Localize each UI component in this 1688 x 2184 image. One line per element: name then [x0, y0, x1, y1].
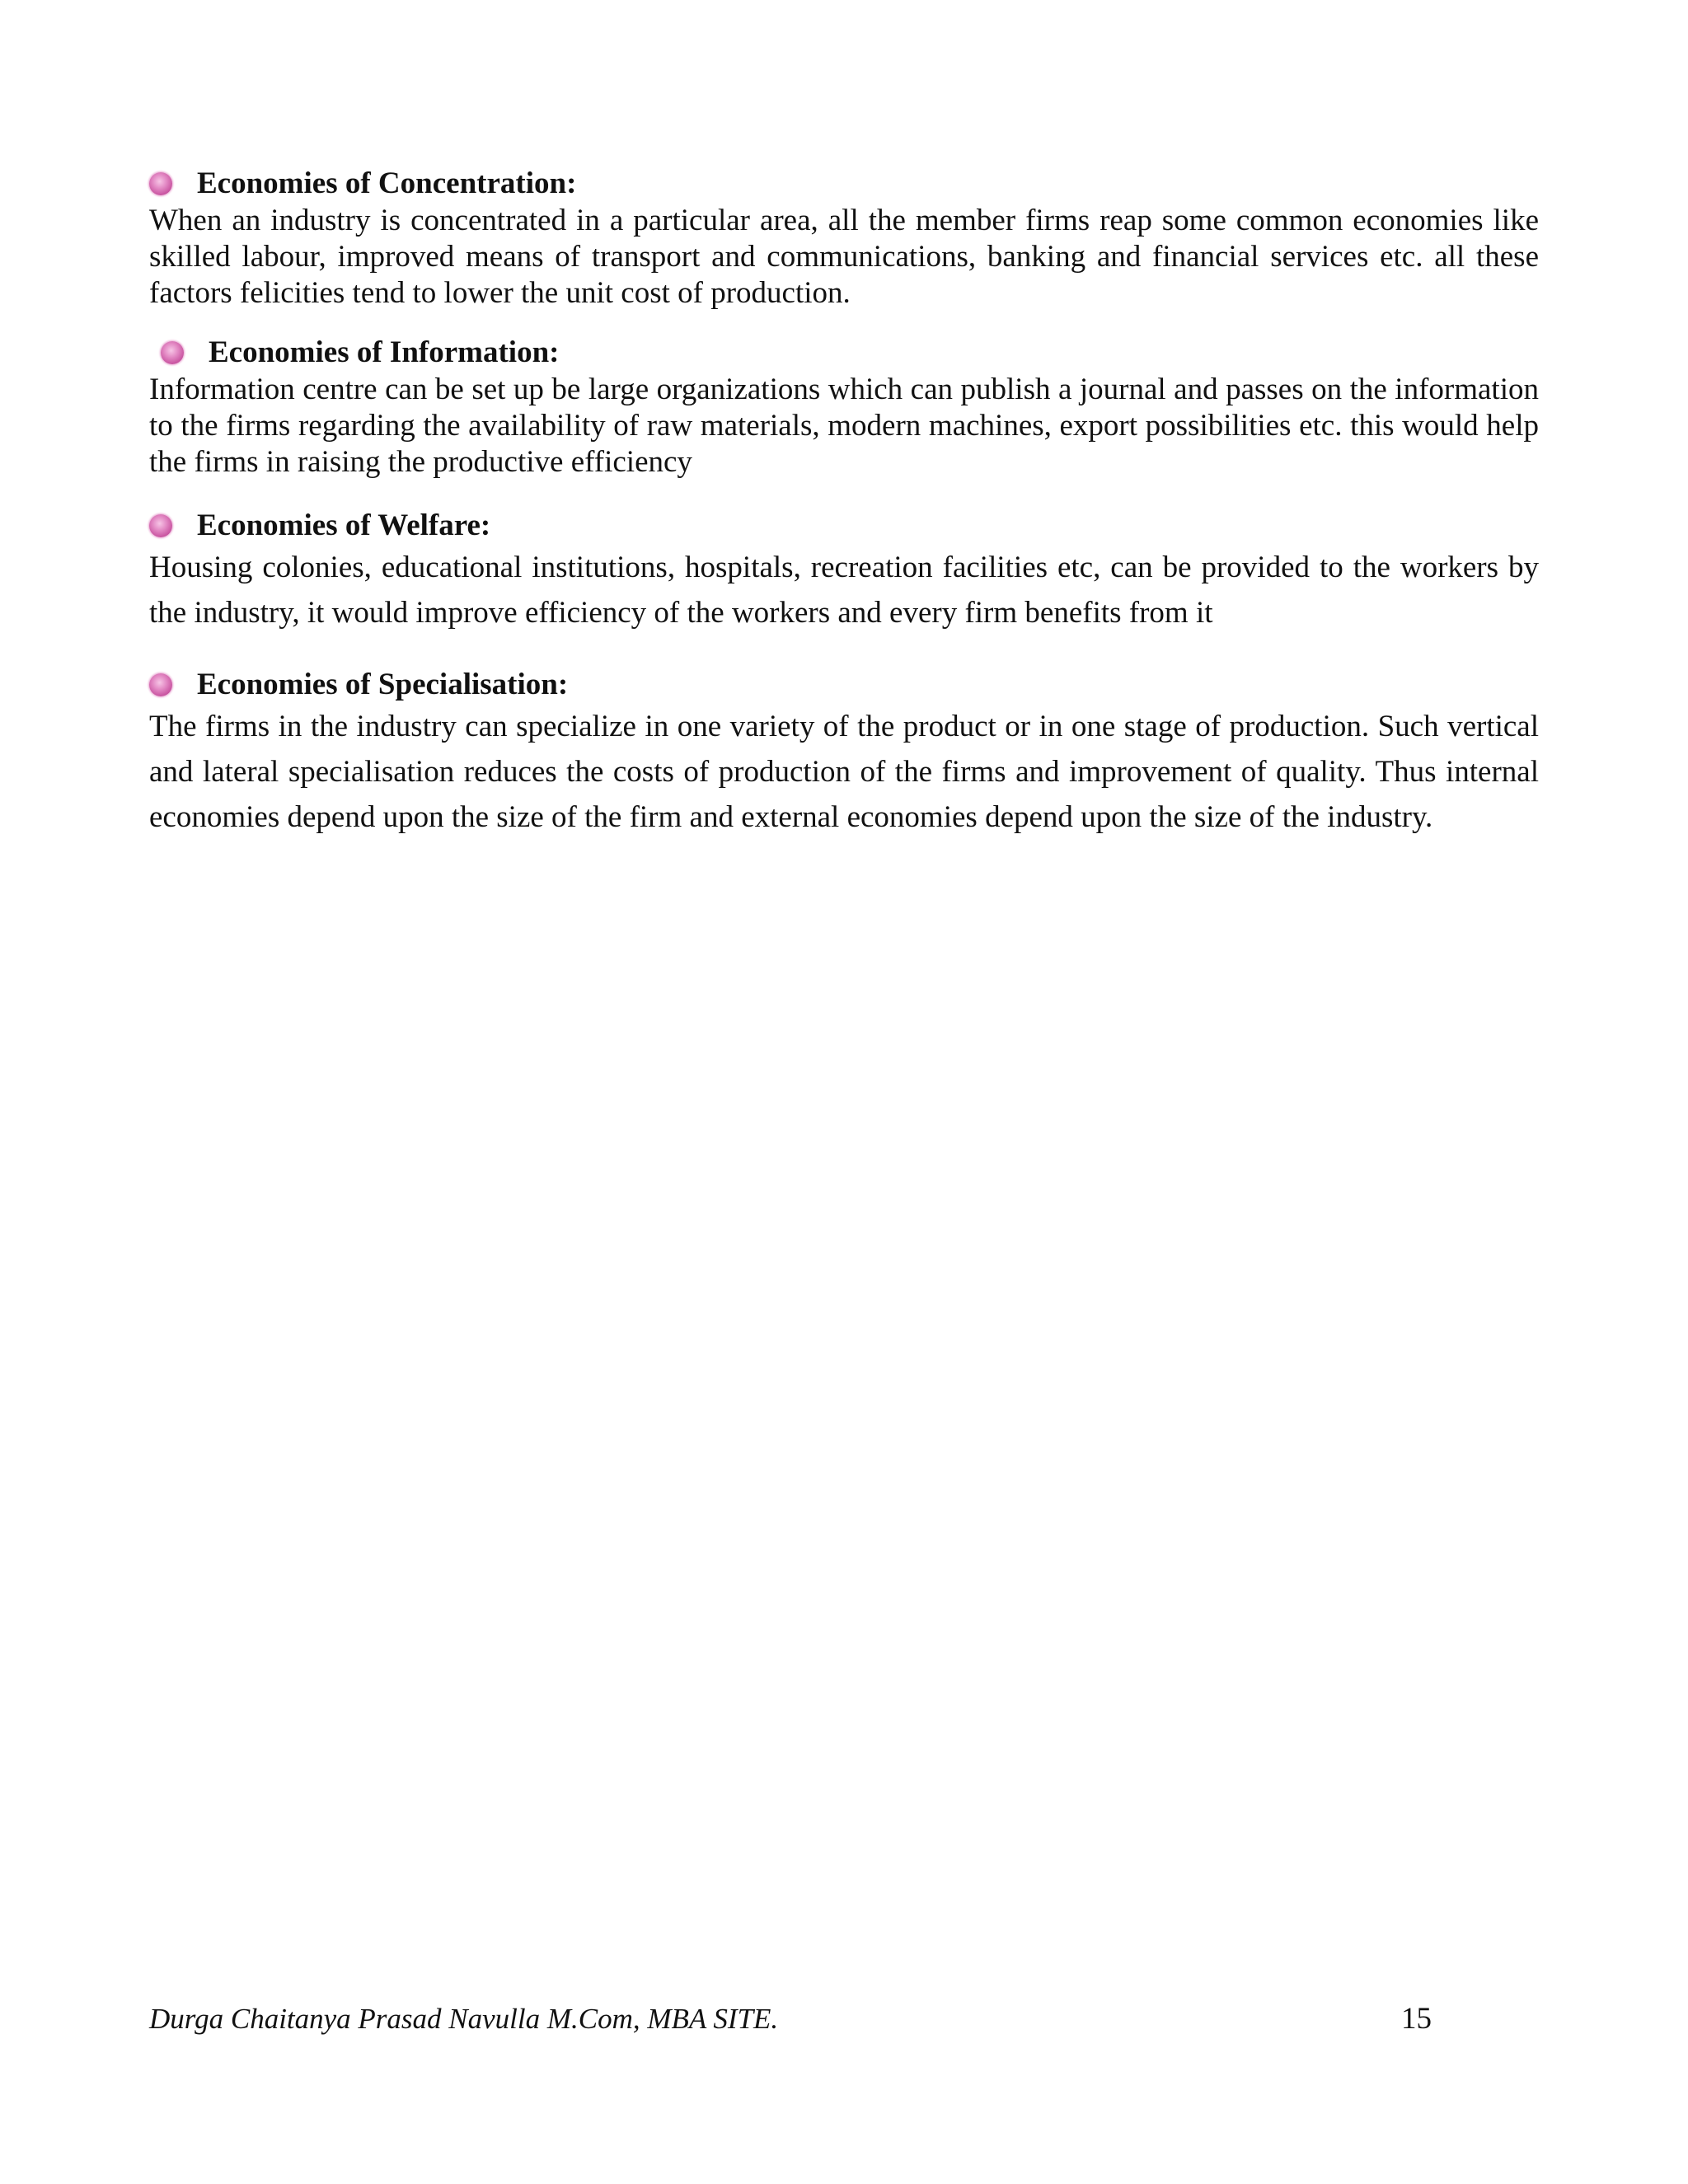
section-concentration [149, 165, 1539, 312]
section-heading [149, 334, 1539, 372]
section-paragraph: Information centre can be set up be large organizations which can publish a journal and passes on the information to the firms regarding the availability of raw materials, modern machines, export possibilities etc. this would help the firms in raising the productive efficiency [149, 373, 1539, 479]
heading-text: Economies of Information: [209, 335, 560, 369]
bullet-icon [161, 341, 184, 364]
bullet-icon [149, 673, 172, 696]
section-heading [149, 507, 1539, 545]
section-specialisation [149, 666, 1539, 840]
footer-author: Durga Chaitanya Prasad Navulla M.Com, MBA SITE. [149, 2003, 779, 2035]
section-heading [149, 666, 1539, 704]
section-welfare [149, 507, 1539, 635]
bullet-icon [149, 172, 172, 195]
section-heading [149, 165, 1539, 203]
section-paragraph: When an industry is concentrated in a particular area, all the member firms reap some common economies like skilled labour, improved means of transport and communications, banking and financial services etc. all these factors felicities tend to lower the unit cost of production. [149, 204, 1539, 310]
section-paragraph: Housing colonies, educational institutions, hospitals, recreation facilities etc, can be provided to the workers by the industry, it would improve efficiency of the workers and every firm benefits from it [149, 551, 1539, 630]
page-number: 15 [1401, 2002, 1432, 2036]
heading-text: Economies of Concentration: [197, 166, 577, 200]
heading-text: Economies of Welfare: [197, 509, 491, 542]
section-information [149, 334, 1539, 480]
heading-text: Economies of Specialisation: [197, 668, 569, 701]
section-paragraph: The firms in the industry can specialize in one variety of the product or in one stage of production. Such vertical and lateral specialisation reduces the costs of production of the firms and improvement of quality. Thus internal economies depend upon the size of the firm and external economies depend upon the size of the industry. [149, 710, 1539, 834]
bullet-icon [149, 514, 172, 537]
